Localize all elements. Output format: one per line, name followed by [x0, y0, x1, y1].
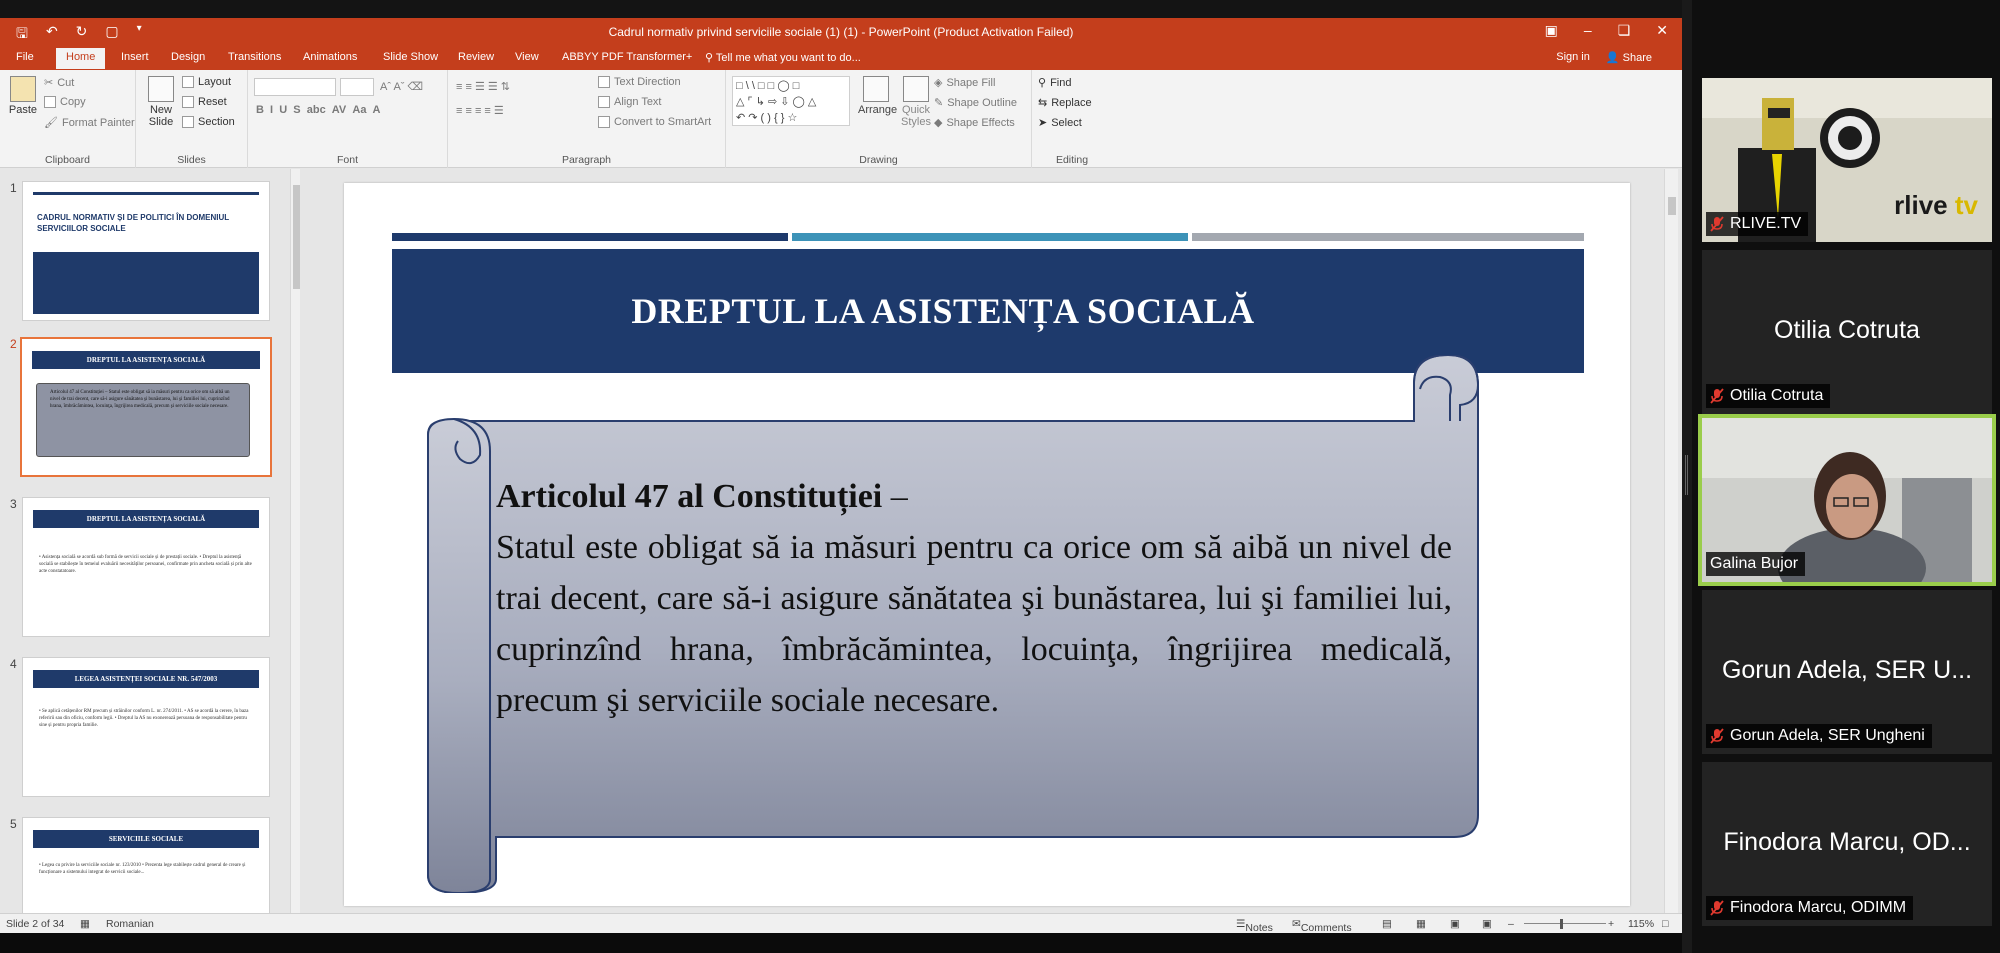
reading-view-icon[interactable]: ▣ [1450, 918, 1460, 930]
thumbnail-slide-4[interactable] [22, 657, 270, 797]
redo-icon[interactable]: ↻ [75, 23, 88, 39]
account-area [1556, 51, 1652, 64]
accent-bar-teal [792, 233, 1188, 241]
arrange-button[interactable] [858, 76, 898, 116]
align-text-label: Align Text [614, 96, 662, 108]
participant-name-tag [1706, 384, 1830, 408]
thumb-title: SERVICIILE SOCIALE [33, 830, 259, 848]
shapes-gallery[interactable]: □ \ \ □ □ ◯ □ △ ⌜ ↳ ⇨ ⇩ ◯ △ ↶ ↷ ( ) { } ☆ [732, 76, 850, 126]
magnifier-icon: ⚲ [1038, 77, 1047, 89]
new-slide-icon [148, 76, 174, 102]
share-label: Share [1622, 52, 1652, 64]
muted-mic-icon [1710, 728, 1724, 744]
slides-group-label: Slides [177, 154, 206, 166]
copy-icon [44, 96, 56, 108]
participant-name: RLIVE.TV [1730, 215, 1802, 232]
thumbnail-slide-3[interactable] [22, 497, 270, 637]
scrollbar-thumb[interactable] [293, 185, 300, 289]
person-icon: 👤 [1605, 52, 1620, 64]
title-bar [0, 18, 1682, 46]
shape-outline-button[interactable] [934, 96, 1017, 109]
fit-slide-icon[interactable]: □ [1662, 918, 1669, 930]
thumb-title: CADRUL NORMATIV ȘI DE POLITICI ÎN DOMENIUL SERVICIILOR SOCIALE [37, 213, 230, 233]
slide-position: Slide 2 of 34 [6, 918, 65, 930]
participant-name-tag [1706, 552, 1805, 576]
section-label: Section [198, 116, 235, 128]
tab-abbyy[interactable]: ABBYY PDF Transformer+ [562, 51, 693, 63]
text-direction-button[interactable] [598, 76, 681, 88]
font-name-field[interactable] [254, 78, 336, 96]
ribbon-display-icon[interactable]: ▣ [1544, 22, 1558, 38]
save-icon[interactable]: 🖫 [16, 25, 28, 41]
replace-button[interactable] [1038, 96, 1092, 109]
scissors-icon: ✂ [44, 77, 54, 89]
paste-label: Paste [8, 104, 38, 116]
reset-button[interactable] [182, 96, 227, 108]
zoom-out-icon[interactable]: – [1508, 918, 1514, 930]
layout-button[interactable] [182, 76, 231, 88]
zoom-slider[interactable] [1524, 923, 1606, 924]
status-bar [0, 913, 1682, 933]
comments-button[interactable]: ✉ Comments [1292, 918, 1352, 933]
participant-name-tag [1706, 896, 1913, 920]
window-controls [1545, 22, 1668, 39]
copy-button[interactable] [44, 96, 86, 108]
notes-label: Notes [1245, 922, 1273, 933]
participants-panel [1692, 0, 2000, 953]
thumb-bar [33, 192, 259, 195]
thumb-body: Articolul 47 al Constituției – Statul este obligat să ia măsuri pentru ca orice om să aibă un nivel de trai decent, care să-i asigure sănătatea şi bunăstarea, lui şi familiei lui, cuprinzînd hrana, îmbrăcămintea, locuinţa, îngrijirea medicală, precum şi serviciile sociale necesare. [50, 390, 230, 409]
select-button[interactable] [1038, 116, 1082, 129]
thumb-title: DREPTUL LA ASISTENȚA SOCIALĂ [33, 510, 259, 528]
participant-tile-rlive[interactable] [1702, 78, 1992, 242]
select-label: Select [1051, 116, 1082, 129]
thumb-number: 1 [10, 181, 17, 195]
reset-label: Reset [198, 96, 227, 108]
article-heading: Articolul 47 al Constituției [496, 478, 883, 515]
zoom-in-icon[interactable]: + [1608, 918, 1615, 930]
thumb-title: DREPTUL LA ASISTENȚA SOCIALĂ [32, 351, 260, 369]
rlive-logo: rlive tv [1894, 190, 1978, 220]
tab-transitions[interactable]: Transitions [228, 51, 282, 63]
copy-label: Copy [60, 96, 86, 108]
new-slide-label: New Slide [148, 104, 174, 128]
paste-button[interactable] [6, 76, 40, 116]
format-buttons[interactable]: B I U S abc AV Aa A [256, 104, 381, 116]
replace-label: Replace [1051, 96, 1092, 109]
tab-home[interactable]: Home [56, 48, 105, 69]
sign-in-link[interactable]: Sign in [1556, 51, 1590, 63]
comments-label: Comments [1300, 922, 1352, 933]
arrange-icon [863, 76, 889, 102]
tell-me-box[interactable] [705, 51, 861, 64]
paragraph-group-label: Paragraph [561, 154, 612, 166]
format-painter-label: Format Painter [61, 116, 135, 129]
group-font [248, 70, 448, 168]
tab-review[interactable]: Review [458, 51, 495, 63]
cut-label: Cut [57, 76, 75, 89]
participant-name: Otilia Cotruta [1730, 387, 1824, 404]
participant-name-tag [1706, 212, 1808, 236]
slide-thumbnails-pane [0, 169, 292, 913]
reset-icon [182, 96, 194, 108]
arrange-label: Arrange [858, 104, 898, 116]
thumb-image [33, 252, 259, 314]
quick-styles-icon [903, 76, 929, 102]
divider-grip[interactable] [1685, 455, 1688, 495]
new-slide-button[interactable] [144, 76, 178, 128]
align-buttons[interactable]: ≡ ≡ ≡ ≡ ☰ [456, 105, 504, 117]
participant-name: Galina Bujor [1710, 555, 1799, 572]
slide-scrollbar[interactable] [1664, 169, 1678, 913]
thumbnail-slide-5[interactable] [22, 817, 270, 917]
slideshow-view-icon[interactable]: ▣ [1482, 918, 1492, 930]
shape-effects-label: Shape Effects [946, 116, 1015, 129]
slide-sorter-icon[interactable]: ▦ [1416, 918, 1426, 930]
zoom-slider-thumb[interactable] [1560, 919, 1563, 929]
smartart-icon [598, 116, 610, 128]
start-presentation-icon[interactable]: ▢ [105, 23, 119, 39]
brush-icon: 🖌 [44, 117, 58, 129]
spellcheck-icon[interactable]: ▦ [80, 918, 90, 930]
tell-me-label: Tell me what you want to do... [715, 52, 861, 64]
participant-display-name: Otilia Cotruta [1774, 316, 1920, 344]
align-text-button[interactable] [598, 96, 662, 108]
slide-canvas[interactable] [344, 183, 1630, 906]
shape-outline-label: Shape Outline [947, 96, 1017, 109]
text-direction-label: Text Direction [614, 76, 681, 88]
undo-icon[interactable]: ↶ [45, 23, 58, 39]
bottom-bar [0, 933, 1682, 953]
effects-icon: ◆ [934, 117, 943, 129]
participant-tile-gorun[interactable] [1702, 590, 1992, 754]
editing-group-label: Editing [1055, 154, 1089, 166]
replace-icon: ⇆ [1038, 97, 1048, 109]
tab-animations[interactable]: Animations [303, 51, 358, 63]
thumb-title: LEGEA ASISTENȚEI SOCIALE NR. 547/2003 [33, 670, 259, 688]
clipboard-icon [10, 76, 36, 102]
group-slides [136, 70, 248, 168]
section-button[interactable] [182, 116, 235, 128]
slide-body-text[interactable] [496, 471, 1452, 726]
align-text-icon [598, 96, 610, 108]
powerpoint-window [0, 18, 1682, 933]
muted-mic-icon [1710, 900, 1724, 916]
slide-title[interactable]: DREPTUL LA ASISTENȚA SOCIALĂ [392, 249, 1584, 373]
group-paragraph [448, 70, 726, 168]
normal-view-icon[interactable]: ▤ [1382, 918, 1392, 930]
thumbnail-slide-2[interactable] [20, 337, 272, 477]
list-buttons[interactable]: ≡ ≡ ☰ ☰ ⇅ [456, 81, 511, 93]
thumb-number: 5 [10, 817, 17, 831]
convert-smartart-button[interactable] [598, 116, 711, 128]
muted-mic-icon [1710, 388, 1724, 404]
accent-bar-navy [392, 233, 788, 241]
cut-button[interactable] [44, 76, 74, 89]
ribbon-tabs [0, 46, 1682, 70]
participant-name: Gorun Adela, SER Ungheni [1730, 727, 1925, 744]
quick-styles-label: Quick Styles [901, 104, 931, 128]
muted-mic-icon [1710, 216, 1724, 232]
thumb-number: 3 [10, 497, 17, 511]
participant-display-name: Finodora Marcu, OD... [1723, 828, 1971, 856]
group-clipboard [0, 70, 136, 168]
shape-effects-button[interactable] [934, 116, 1015, 129]
tab-view[interactable]: View [515, 51, 539, 63]
shape-fill-label: Shape Fill [946, 76, 996, 89]
find-label: Find [1050, 76, 1072, 89]
section-icon [182, 116, 194, 128]
layout-label: Layout [198, 76, 232, 88]
participant-tile-finodora[interactable] [1702, 762, 1992, 926]
tab-insert[interactable]: Insert [121, 51, 149, 63]
quick-styles-button[interactable] [896, 76, 936, 128]
thumb-body: • Legea cu privire la serviciile sociale nr. 123/2010 • Prezenta lege stabilește cadrul general de creare și funcționare a sistemului integrat de servicii sociale... [39, 863, 246, 875]
group-editing [1032, 70, 1112, 168]
drawing-group-label: Drawing [859, 154, 898, 166]
tab-file[interactable]: File [16, 51, 34, 63]
language[interactable]: Romanian [106, 918, 154, 930]
accent-bar-gray [1192, 233, 1584, 241]
customize-qat-icon[interactable]: ▾ [136, 23, 142, 34]
participant-tile-galina[interactable] [1698, 414, 1996, 586]
close-icon[interactable]: ✕ [1656, 22, 1668, 38]
notes-button[interactable]: ☰ Notes [1236, 918, 1273, 933]
zoom-level[interactable]: 115% [1628, 918, 1655, 930]
group-drawing [726, 70, 1032, 168]
participant-tile-otilia[interactable] [1702, 250, 1992, 414]
thumb-body: • Se aplică cetățenilor RM precum și străinilor conform L. nr. 274/2011. • AS se acordă la cerere, în baza referirii sau din oficiu, conform legii. • Dreptul la AS nu exonerează persoana de responsabilitate pentru sine și pentru propria familie. [39, 709, 249, 728]
article-body: Statul este obligat să ia măsuri pentru ca orice om să aibă un nivel de trai decent, care să-i asigure sănătatea şi bunăstarea, lui şi familiei lui, cuprinzînd hrana, îmbrăcămintea, locuinţa, îngrijirea medicală, precum şi serviciile sociale necesare. [496, 529, 1452, 719]
shape-fill-button[interactable] [934, 76, 995, 89]
slide-scrollbar-thumb[interactable] [1668, 197, 1676, 215]
clipboard-group-label: Clipboard [45, 154, 90, 166]
text-direction-icon [598, 76, 610, 88]
tab-slide-show[interactable]: Slide Show [383, 51, 439, 63]
lightbulb-icon: ⚲ [705, 52, 714, 64]
pen-icon: ✎ [934, 97, 944, 109]
participant-name-tag [1706, 724, 1932, 748]
participant-display-name: Gorun Adela, SER U... [1721, 656, 1973, 684]
thumb-body: • Asistența socială se acordă sub formă de servicii sociale și de prestații sociale. • Dreptul la asistență socială se stabilește în temeiul evaluării necesităților persoanei, confirmate prin ancheta socială și prin alte acte constatatoare. [39, 555, 252, 574]
maximize-icon[interactable]: ❏ [1617, 22, 1631, 38]
cursor-icon: ➤ [1038, 117, 1048, 129]
tab-design[interactable]: Design [171, 51, 206, 63]
font-group-label: Font [336, 154, 358, 166]
paint-bucket-icon: ◈ [934, 77, 943, 89]
convert-smartart-label: Convert to SmartArt [614, 116, 712, 128]
font-size-buttons[interactable]: Aˆ Aˇ ⌫ [380, 81, 424, 93]
heading-dash: – [882, 478, 908, 515]
window-title: Cadrul normativ privind serviciile sociale (1) (1) - PowerPoint (Product Activation Failed) [608, 25, 1074, 39]
share-button[interactable] [1606, 51, 1652, 64]
ribbon [0, 70, 1682, 168]
thumbnail-slide-1[interactable] [22, 181, 270, 321]
thumb-number: 4 [10, 657, 17, 671]
minimize-icon[interactable]: – [1583, 22, 1592, 38]
thumb-number: 2 [10, 337, 17, 351]
format-painter-button[interactable] [44, 116, 135, 129]
panel-divider[interactable] [1682, 0, 1692, 953]
participant-name: Finodora Marcu, ODIMM [1730, 899, 1907, 916]
find-button[interactable] [1038, 76, 1071, 89]
font-size-field[interactable] [340, 78, 374, 96]
layout-icon [182, 76, 194, 88]
